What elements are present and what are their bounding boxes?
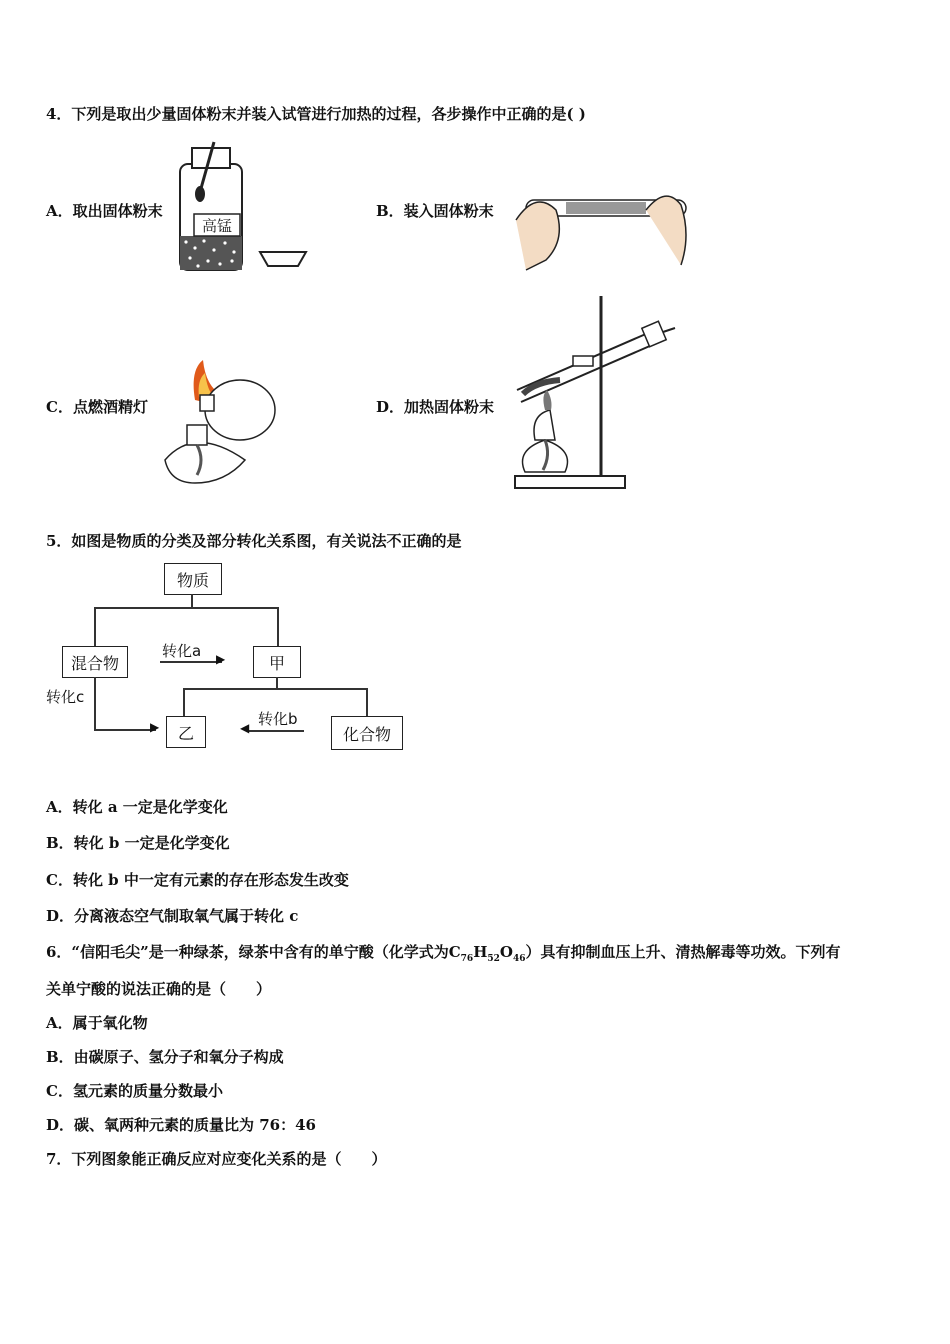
alcohol-lamp-figure bbox=[155, 355, 285, 495]
arrowhead-c: ▶ bbox=[150, 720, 160, 734]
q7-stem: 7．下列图象能正确反应对应变化关系的是（ ） bbox=[46, 1150, 387, 1168]
q5-option-d: D．分离液态空气制取氧气属于转化 c bbox=[46, 907, 299, 925]
q4-option-b: B．装入固体粉末 bbox=[376, 202, 494, 220]
q4-option-c: C．点燃酒精灯 bbox=[46, 398, 148, 416]
formula-o: O bbox=[499, 943, 513, 961]
node-jia: 甲 bbox=[253, 646, 301, 678]
q4-option-a: A．取出固体粉末 bbox=[46, 202, 163, 220]
q6-option-a: A．属于氧化物 bbox=[46, 1014, 148, 1032]
jar-label-text: 高锰 bbox=[201, 217, 233, 235]
label-conversion-c: 转化c bbox=[46, 688, 85, 706]
q6-option-c: C．氢元素的质量分数最小 bbox=[46, 1082, 223, 1100]
q5-stem: 5．如图是物质的分类及部分转化关系图，有关说法不正确的是 bbox=[46, 532, 462, 550]
arrowhead-a: ▶ bbox=[216, 652, 226, 666]
q6-stem-line2: 关单宁酸的说法正确的是（ ） bbox=[46, 980, 272, 998]
q6-stem-part2: ）具有抑制血压上升、清热解毒等功效。下列有 bbox=[525, 943, 841, 961]
test-tube-loading-figure bbox=[506, 180, 696, 275]
formula-h-sub: 52 bbox=[487, 954, 500, 964]
q6-option-d: D．碳、氧两种元素的质量比为 76：46 bbox=[46, 1116, 316, 1134]
q6-stem-line1 bbox=[46, 941, 841, 964]
q5-option-b: B．转化 b 一定是化学变化 bbox=[46, 834, 230, 852]
q6-option-b: B．由碳原子、氢分子和氧分子构成 bbox=[46, 1048, 284, 1066]
arrowhead-b: ◀ bbox=[240, 721, 250, 735]
q5-option-c: C．转化 b 中一定有元素的存在形态发生改变 bbox=[46, 871, 349, 889]
formula-c-sub: 76 bbox=[460, 954, 474, 964]
formula-h: H bbox=[473, 943, 488, 961]
label-conversion-a: 转化a bbox=[162, 642, 202, 660]
formula-c: C bbox=[448, 943, 461, 961]
node-mixture: 混合物 bbox=[62, 646, 128, 678]
reagent-bottle-figure bbox=[170, 140, 310, 275]
node-compound: 化合物 bbox=[331, 716, 403, 750]
q4-option-d: D．加热固体粉末 bbox=[376, 398, 495, 416]
q6-stem-part1: 6．“信阳毛尖”是一种绿茶，绿茶中含有的单宁酸（化学式为 bbox=[46, 943, 449, 961]
node-yi: 乙 bbox=[166, 716, 206, 748]
node-substance: 物质 bbox=[164, 563, 222, 595]
q5-option-a: A．转化 a 一定是化学变化 bbox=[46, 798, 228, 816]
formula-o-sub: 46 bbox=[512, 954, 526, 964]
q4-stem: 4．下列是取出少量固体粉末并装入试管进行加热的过程，各步操作中正确的是( ) bbox=[46, 105, 586, 123]
heating-apparatus-figure bbox=[505, 290, 680, 495]
label-conversion-b: 转化b bbox=[258, 710, 298, 728]
